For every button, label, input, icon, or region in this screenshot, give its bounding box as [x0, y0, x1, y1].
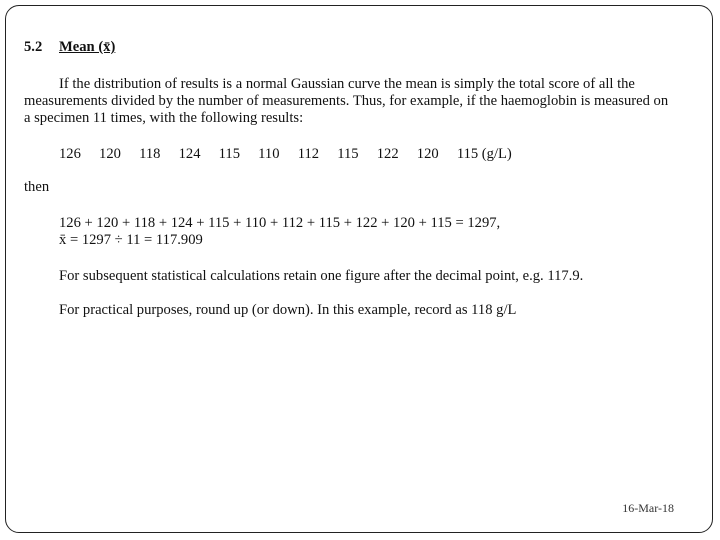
result-value: 122 — [376, 146, 399, 162]
result-value: 112 — [297, 146, 320, 162]
results-list — [59, 146, 512, 163]
result-value: 110 — [258, 146, 280, 162]
mean-equation: x̄ = 1297 ÷ 11 = 117.909 — [59, 232, 203, 248]
result-value: 126 — [59, 146, 81, 162]
result-value: 115 — [218, 146, 241, 162]
note-decimal: For subsequent statistical calculations retain one figure after the decimal point, e.g. 117.9. — [59, 268, 584, 284]
result-value: 115 (g/L) — [456, 146, 512, 162]
section-title: Mean (x̄) — [59, 39, 116, 55]
result-value: 120 — [416, 146, 439, 162]
sum-equation: 126 + 120 + 118 + 124 + 115 + 110 + 112 + 115 + 122 + 120 + 115 = 1297, — [59, 215, 501, 231]
paragraph-line-3: a specimen 11 times, with the following results: — [24, 110, 304, 126]
section-number: 5.2 — [24, 39, 43, 55]
note-rounding: For practical purposes, round up (or down). In this example, record as 118 g/L — [59, 302, 517, 318]
result-value: 115 — [337, 146, 359, 162]
result-value: 118 — [139, 146, 161, 162]
result-value: 124 — [178, 146, 201, 162]
slide-date: 16-Mar-18 — [622, 501, 674, 515]
paragraph-line-1: If the distribution of results is a normal Gaussian curve the mean is simply the total score of all the — [59, 76, 635, 92]
paragraph-line-2: measurements divided by the number of measurements. Thus, for example, if the haemoglobin is measured on — [24, 93, 669, 109]
then-label: then — [24, 179, 50, 195]
result-value: 120 — [99, 146, 121, 162]
